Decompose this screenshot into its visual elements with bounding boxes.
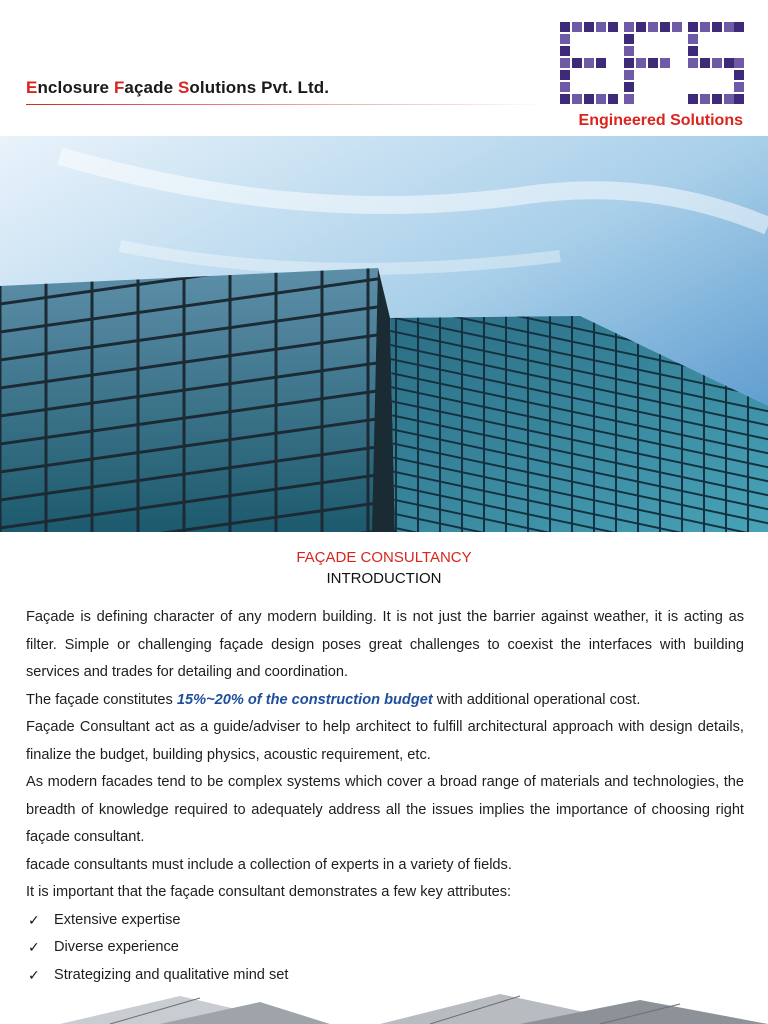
footer-image-strip <box>0 990 768 1024</box>
tagline: Engineered Solutions <box>578 112 743 129</box>
company-name <box>26 78 329 98</box>
page-header <box>0 0 768 136</box>
paragraph-2-start: The façade constitutes <box>26 691 177 708</box>
list-item <box>26 962 744 990</box>
section-subtitle: INTRODUCTION <box>326 570 442 587</box>
company-word-2: açade <box>124 78 178 97</box>
company-initial-e: E <box>26 78 38 97</box>
hero-building-image <box>0 136 768 532</box>
company-word-3: olutions Pvt. Ltd. <box>189 78 330 97</box>
efs-logo <box>560 22 744 106</box>
list-item <box>26 934 744 962</box>
paragraph-2-end: with additional operational cost. <box>432 691 641 708</box>
paragraph-6: It is important that the façade consultant demonstrates a few key attributes: <box>26 884 512 900</box>
attribute-label: Strategizing and qualitative mind set <box>54 966 289 983</box>
checkmark-icon: ✓ <box>28 966 40 983</box>
budget-highlight: 15%~20% of the construction budget <box>176 691 433 708</box>
header-divider <box>26 104 546 105</box>
list-item <box>26 907 744 935</box>
attributes-list <box>26 907 744 990</box>
paragraph-2 <box>26 687 744 715</box>
company-initial-f: F <box>113 78 125 97</box>
logo-letter-s <box>688 22 744 104</box>
paragraph-4: As modern facades tend to be complex systems which cover a broad range of materials and technologies, the breadth of knowledge required to adequately address all the issues implies the importance of choosing right façade consultant. <box>26 774 744 845</box>
paragraph-1: Façade is defining character of any modern building. It is not just the barrier against weather, it is acting as filter. Simple or challenging façade design poses great challenges to coexist the interfaces with building services and trades for detailing and coordination. <box>26 609 744 680</box>
checkmark-icon: ✓ <box>28 911 40 928</box>
section-title: FAÇADE CONSULTANCY <box>296 549 472 566</box>
logo-letter-f <box>624 22 682 104</box>
paragraph-5: facade consultants must include a collection of experts in a variety of fields. <box>26 856 512 873</box>
body-text <box>26 604 744 989</box>
paragraph-3: Façade Consultant act as a guide/adviser to help architect to fulfill architectural approach with design details, finalize the budget, building physics, acoustic requirement, etc. <box>26 719 744 763</box>
logo-letter-e <box>560 22 618 104</box>
attribute-label: Diverse experience <box>54 939 179 955</box>
attribute-label: Extensive expertise <box>54 911 181 928</box>
checkmark-icon: ✓ <box>28 939 40 955</box>
company-word-1: nclosure <box>37 78 114 97</box>
company-initial-s: S <box>177 78 190 97</box>
section-headings <box>0 548 768 590</box>
